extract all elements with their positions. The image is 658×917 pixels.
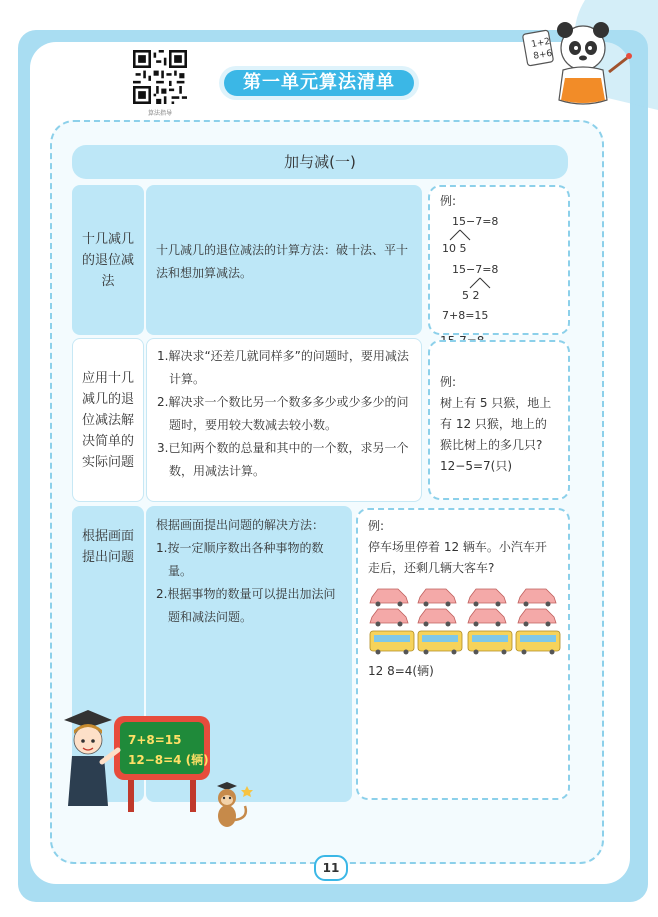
section-header: 加与减(一) [72,145,568,179]
board-line2: 12−8=4 (辆) [128,753,209,767]
qr-caption: 算法指导 [147,110,172,117]
diagram-eq3: 7+8=15 [442,309,489,322]
row1-label: 十几减几的退位减法 [72,185,144,335]
row2-label: 应用十几减几的退位减法解决简单的实际问题 [72,338,144,502]
row3-label: 根据画面提出问题 [72,506,144,802]
row1-content-line: 十几减几的退位减法的计算方法：破十法、平十法和想加算减法。 [156,243,409,280]
row1-example [428,185,570,335]
car-icon [370,589,556,623]
diagram-eq2: 15−7=8 [452,263,499,276]
page-title: 第一单元算法清单 [224,70,414,96]
panda-mascot-icon [505,0,658,110]
row2-example-text: 树上有 5 只猴，地上有 12 只猴，地上的猴比树上的多几只? [440,396,552,452]
row2-item2: 2.解决求一个数比另一个数多多少或少多少的问题时，要用较大数减去较小数。 [157,395,409,432]
row1-content [146,185,422,335]
board-line1: 7+8=15 [128,733,182,747]
row2-item3: 3.已知两个数的总量和其中的一个数，求另一个数，用减法计算。 [157,441,409,478]
title-pill [219,66,419,100]
qr-code-icon[interactable] [133,50,187,104]
corner-card-line1: 1+2 [530,36,551,51]
break-ten-diagram [440,211,560,331]
diagram-eq1: 15−7=8 [452,215,499,228]
row1-example-head: 例: [440,194,457,208]
boy-blackboard-illustration [58,706,218,818]
parking-lot-illustration [368,583,564,657]
row3-example-answer: 12 8=4(辆) [368,664,434,678]
monkey-icon [205,780,255,830]
page-number: 11 [314,855,348,881]
row2-content [146,338,422,502]
row3-example [356,508,570,800]
row3-example-text: 停车场里停着 12 辆车。小汽车开走后，还剩几辆大客车? [368,540,547,575]
row2-item1: 1.解决求“还差几就同样多”的问题时，要用减法计算。 [157,349,409,386]
diagram-split2: 5 2 [462,289,480,302]
row2-example-head: 例: [440,375,457,389]
row3-item2: 2.根据事物的数量可以提出加法问题和减法问题。 [156,587,336,624]
row2-example [428,340,570,500]
row3-example-head: 例: [368,519,385,533]
diagram-split1: 10 5 [442,242,467,255]
corner-card-line2: 8+6 [532,48,554,62]
row3-item1: 1.按一定顺序数出各种事物的数量。 [156,541,324,578]
row2-example-answer: 12−5=7(只) [440,459,513,473]
row3-intro: 根据画面提出问题的解决方法： [156,518,325,532]
